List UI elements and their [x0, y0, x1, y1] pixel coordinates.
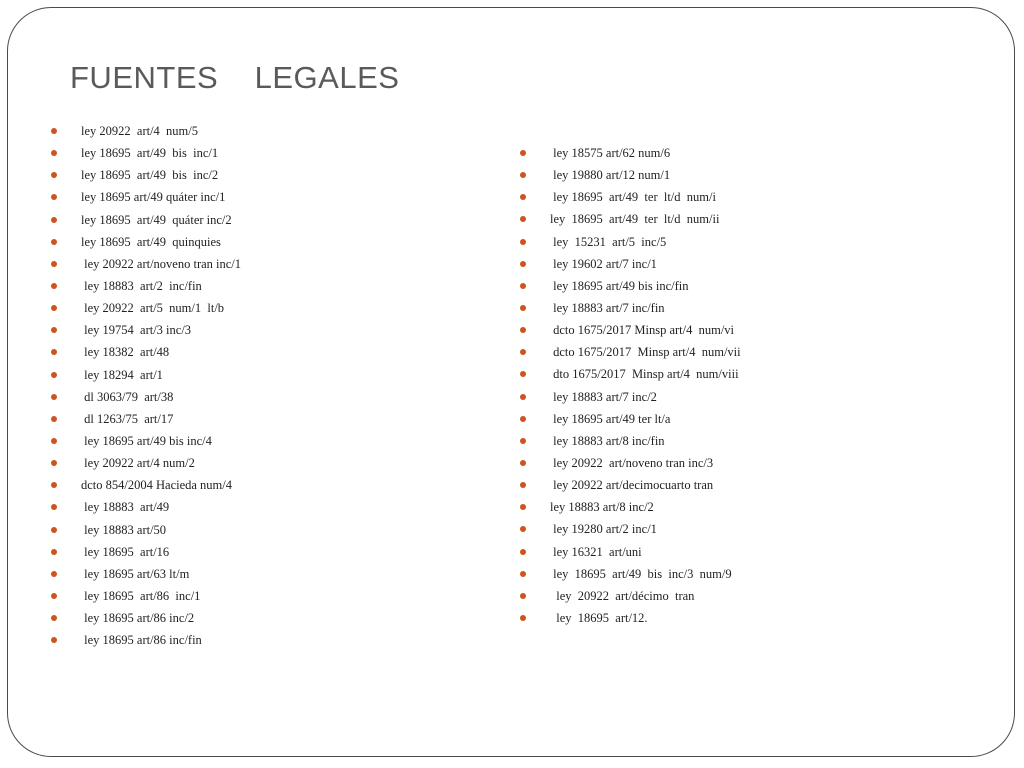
- list-item-text: ley 18695 art/49 quáter inc/1: [81, 190, 226, 205]
- list-item-text: ley 15231 art/5 inc/5: [550, 234, 667, 249]
- list-item: [48, 585, 241, 607]
- bullet-icon: [51, 305, 57, 311]
- list-item-text: ley 18695 art/49 bis inc/fin: [550, 278, 689, 293]
- bullet-icon: [520, 460, 526, 466]
- list-item: [48, 629, 241, 651]
- list-item-text: dcto 1675/2017 Minsp art/4 num/vi: [550, 323, 735, 338]
- list-item-text: ley 18695 art/49 quinquies: [81, 234, 221, 249]
- bullet-icon: [51, 372, 57, 378]
- bullet-icon: [51, 615, 57, 621]
- bullet-icon: [520, 172, 526, 178]
- list-item-text: ley 20922 art/4 num/5: [81, 124, 198, 138]
- list-item-text: ley 18883 art/2 inc/fin: [81, 278, 202, 293]
- list-item: [48, 563, 241, 585]
- bullet-icon: [520, 549, 526, 555]
- bullet-icon: [51, 128, 57, 134]
- list-item: [48, 231, 241, 253]
- bullet-icon: [51, 460, 57, 466]
- list-item: [48, 474, 241, 496]
- list-item: [48, 142, 241, 164]
- list-item: [517, 186, 741, 208]
- list-item: [517, 319, 741, 341]
- list-item-text: ley 20922 art/noveno tran inc/3: [550, 455, 714, 470]
- list-item: [517, 164, 741, 186]
- list-item-text: ley 18695 art/86 inc/fin: [81, 633, 202, 648]
- bullet-icon: [51, 482, 57, 488]
- list-item-text: ley 20922 art/4 num/2: [81, 456, 195, 471]
- list-item: [517, 142, 741, 164]
- list-item: [517, 408, 741, 430]
- bullet-icon: [51, 549, 57, 555]
- list-item-text: ley 18695 art/49 quáter inc/2: [81, 212, 232, 227]
- bullet-icon: [520, 438, 526, 444]
- list-item-text: dcto 854/2004 Hacieda num/4: [81, 478, 233, 493]
- list-item-text: ley 18695 art/63 lt/m: [81, 566, 190, 581]
- list-item: [517, 585, 741, 607]
- list-item-text: dto 1675/2017 Minsp art/4 num/viii: [550, 367, 739, 382]
- bullet-icon: [520, 349, 526, 355]
- list-item: [48, 364, 241, 386]
- list-item: [517, 474, 741, 496]
- list-item: [48, 496, 241, 518]
- bullet-icon: [51, 504, 57, 510]
- list-item-text: ley 18695 art/49 bis inc/1: [81, 146, 219, 161]
- list-item: [48, 452, 241, 474]
- left-bullet-list: [48, 120, 241, 651]
- list-item: [48, 120, 241, 142]
- bullet-icon: [520, 571, 526, 577]
- bullet-icon: [51, 571, 57, 577]
- list-item: [48, 341, 241, 363]
- list-item-text: dcto 1675/2017 Minsp art/4 num/vii: [550, 345, 741, 360]
- list-item-text: ley 18294 art/1: [81, 367, 163, 382]
- list-item-text: dl 1263/75 art/17: [81, 411, 174, 426]
- bullet-icon: [520, 150, 526, 156]
- list-item-text: ley 20922 art/noveno tran inc/1: [81, 256, 242, 271]
- list-item-text: ley 19280 art/2 inc/1: [550, 522, 657, 537]
- list-item: [517, 363, 741, 385]
- bullet-icon: [51, 593, 57, 599]
- list-item: [517, 208, 741, 230]
- list-item-text: ley 19754 art/3 inc/3: [81, 323, 192, 338]
- list-item-text: ley 18695 art/49 ter lt/d num/ii: [550, 212, 720, 227]
- list-item: [517, 231, 741, 253]
- list-item: [517, 386, 741, 408]
- list-item-text: ley 18382 art/48: [81, 345, 170, 360]
- bullet-icon: [520, 416, 526, 422]
- list-item-text: ley 18695 art/49 bis inc/4: [81, 433, 212, 448]
- list-item-text: ley 18883 art/7 inc/2: [550, 389, 657, 404]
- bullet-icon: [51, 261, 57, 267]
- list-item: [517, 563, 741, 585]
- bullet-icon: [51, 217, 57, 223]
- bullet-icon: [520, 305, 526, 311]
- bullet-icon: [51, 172, 57, 178]
- list-item: [517, 275, 741, 297]
- bullet-icon: [520, 526, 526, 532]
- list-item-text: ley 16321 art/uni: [550, 544, 642, 559]
- bullet-icon: [520, 283, 526, 289]
- bullet-icon: [520, 504, 526, 510]
- list-item-text: ley 18883 art/8 inc/fin: [550, 433, 665, 448]
- bullet-icon: [520, 194, 526, 200]
- list-item-text: ley 18575 art/62 num/6: [550, 146, 671, 160]
- list-item-text: ley 20922 art/decimocuarto tran: [550, 478, 714, 493]
- list-item: [48, 541, 241, 563]
- list-item: [48, 519, 241, 541]
- list-item-text: ley 19880 art/12 num/1: [550, 168, 671, 183]
- list-item: [48, 430, 241, 452]
- list-item-text: ley 18695 art/49 ter lt/d num/i: [550, 190, 716, 205]
- list-item-text: ley 18695 art/49 bis inc/2: [81, 168, 219, 183]
- bullet-icon: [520, 615, 526, 621]
- bullet-icon: [51, 416, 57, 422]
- bullet-icon: [51, 194, 57, 200]
- list-item: [517, 452, 741, 474]
- bullet-icon: [520, 327, 526, 333]
- bullet-icon: [51, 349, 57, 355]
- bullet-icon: [51, 327, 57, 333]
- list-item: [517, 430, 741, 452]
- bullet-icon: [51, 527, 57, 533]
- list-item: [48, 607, 241, 629]
- list-item-text: ley 20922 art/décimo tran: [550, 588, 695, 603]
- bullet-icon: [520, 394, 526, 400]
- list-item-text: ley 18695 art/49 bis inc/3 num/9: [550, 566, 732, 581]
- list-item: [517, 253, 741, 275]
- bullet-icon: [51, 438, 57, 444]
- list-item-text: ley 20922 art/5 num/1 lt/b: [81, 301, 225, 316]
- list-item: [48, 209, 241, 231]
- list-item: [48, 386, 241, 408]
- list-item: [48, 297, 241, 319]
- list-item-text: ley 18695 art/86 inc/1: [81, 588, 201, 603]
- bullet-icon: [520, 261, 526, 267]
- bullet-icon: [51, 239, 57, 245]
- list-item: [517, 496, 741, 518]
- right-bullet-list: [517, 142, 741, 629]
- bullet-icon: [520, 216, 526, 222]
- bullet-icon: [51, 394, 57, 400]
- list-item: [517, 607, 741, 629]
- bullet-icon: [51, 637, 57, 643]
- list-item: [48, 408, 241, 430]
- list-item: [48, 275, 241, 297]
- list-item: [517, 518, 741, 540]
- bullet-icon: [51, 150, 57, 156]
- bullet-icon: [520, 371, 526, 377]
- list-item: [48, 253, 241, 275]
- list-item: [517, 341, 741, 363]
- bullet-icon: [51, 283, 57, 289]
- list-item-text: ley 18883 art/50: [81, 522, 167, 537]
- bullet-icon: [520, 239, 526, 245]
- list-item-text: ley 18883 art/8 inc/2: [550, 500, 654, 515]
- list-item-text: ley 18883 art/49: [81, 500, 170, 515]
- list-item-text: ley 18695 art/12.: [550, 610, 648, 625]
- list-item-text: dl 3063/79 art/38: [81, 389, 174, 404]
- bullet-icon: [520, 593, 526, 599]
- list-item-text: ley 18695 art/86 inc/2: [81, 611, 195, 626]
- list-item: [517, 541, 741, 563]
- list-item-text: ley 18695 art/16: [81, 544, 170, 559]
- slide-title: FUENTES LEGALES: [70, 60, 400, 95]
- list-item: [48, 164, 241, 186]
- list-item-text: ley 18695 art/49 ter lt/a: [550, 411, 671, 426]
- list-item: [48, 319, 241, 341]
- bullet-icon: [520, 482, 526, 488]
- list-item-text: ley 19602 art/7 inc/1: [550, 256, 657, 271]
- list-item-text: ley 18883 art/7 inc/fin: [550, 300, 665, 315]
- list-item: [48, 186, 241, 208]
- slide: [7, 7, 1015, 757]
- list-item: [517, 297, 741, 319]
